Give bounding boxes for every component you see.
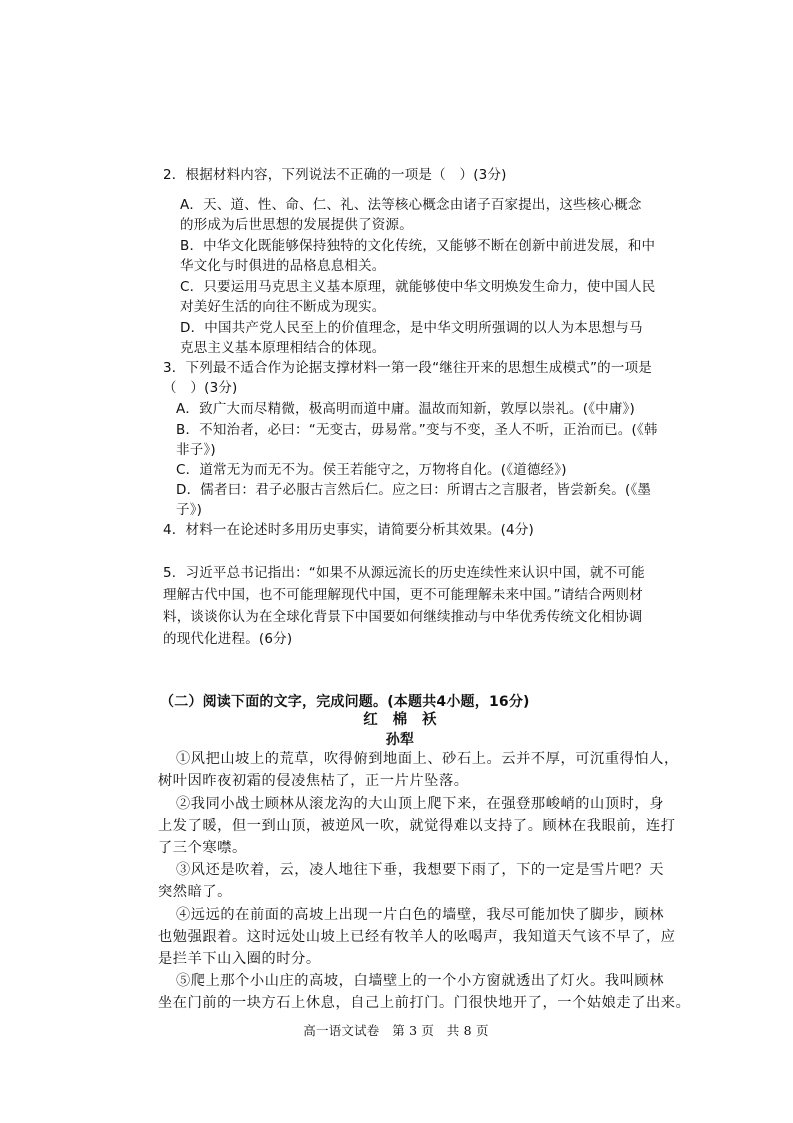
q2-option-b-line2: 华文化与时俱进的品格息息相关。: [180, 258, 386, 274]
section-heading: （二）阅读下面的文字，完成问题。(本题共4小题，16分): [160, 694, 530, 710]
story-p3-line1: ③风还是吹着，云，凌人地往下垂，我想要下雨了，下的一定是雪片吧？天: [176, 862, 664, 878]
q3-option-d-line2: 子》): [176, 502, 203, 518]
q2-option-a-line2: 的形成为后世思想的发展提供了资源。: [180, 217, 413, 233]
story-p2-line2: 上发了暖，但一到山顶，被逆风一吹，就觉得难以支持了。顾林在我眼前，连打: [158, 818, 676, 834]
q2-stem: 2．根据材料内容，下列说法不正确的一项是（ ）(3分): [163, 167, 507, 183]
story-author: 孙犁: [385, 732, 415, 748]
q3-option-d-line1: D．儒者曰：君子必服古言然后仁。应之曰：所谓古之言服者，皆尝新矣。(《墨: [176, 482, 652, 498]
q3-option-a: A．致广大而尽精微，极高明而道中庸。温故而知新，敦厚以崇礼。(《中庸》): [176, 401, 635, 417]
q2-option-c-line2: 对美好生活的向往不断成为现实。: [180, 299, 386, 315]
story-p5-line1: ⑤爬上那个小山庄的高坡，白墙壁上的一个小方窗就透出了灯火。我叫顾林: [176, 973, 664, 989]
q3-option-b-line1: B．不知治者，必曰：“无变古，毋易常。”变与不变，圣人不听，正治而已。(《韩: [176, 422, 658, 438]
q5-stem-line4: 的现代化进程。(6分): [163, 631, 293, 647]
q2-option-d-line1: D．中国共产党人民至上的价值理念，是中华文明所强调的以人为本思想与马: [180, 320, 643, 336]
q2-option-c-line1: C．只要运用马克思主义基本原理，就能够使中华文明焕发生命力，使中国人民: [180, 279, 656, 295]
q5-stem-line1: 5．习近平总书记指出：“如果不从源远流长的历史连续性来认识中国，就不可能: [163, 565, 645, 581]
story-p3-line2: 突然暗了。: [158, 884, 232, 900]
q2-option-d-line2: 克思主义基本原理相结合的体现。: [180, 340, 386, 356]
story-p4-line2: 也勉强跟着。这时远处山坡上已经有牧羊人的吆喝声，我知道天气该不早了，应: [158, 929, 676, 945]
story-p4-line3: 是拦羊下山入圈的时分。: [158, 951, 321, 967]
story-title: 红 棉 袄: [363, 711, 437, 728]
q5-stem-line2: 理解古代中国，也不可能理解现代中国，更不可能理解未来中国。”请结合两则材: [163, 587, 643, 603]
q2-option-b-line1: B．中华文化既能够保持独特的文化传统，又能够不断在创新中前进发展，和中: [180, 238, 656, 254]
q3-stem-line1: 3．下列最不适合作为论据支撑材料一第一段“继往开来的思想生成模式”的一项是: [163, 360, 652, 376]
q3-stem-line2: （ ）(3分): [163, 380, 238, 396]
q3-option-b-line2: 非子》): [176, 442, 216, 458]
story-p4-line1: ④远远的在前面的高坡上出现一片白色的墙壁，我尽可能加快了脚步，顾林: [176, 907, 664, 923]
story-p1-line2: 树叶因昨夜初霜的侵凌焦枯了，正一片片坠落。: [158, 773, 469, 789]
story-p2-line3: 了三个寒噤。: [158, 840, 247, 856]
page-footer: 高一语文试卷 第 3 页 共 8 页: [303, 1023, 489, 1038]
q3-option-c: C．道常无为而无不为。侯王若能守之，万物将自化。(《道德经》): [176, 462, 567, 478]
q5-stem-line3: 料，谈谈你认为在全球化背景下中国要如何继续推动与中华优秀传统文化相协调: [163, 609, 643, 625]
story-p1-line1: ①风把山坡上的荒草，吹得俯到地面上、砂石上。云并不厚，可沉重得怕人，: [176, 751, 679, 767]
story-p2-line1: ②我同小战士顾林从滚龙沟的大山顶上爬下来，在强登那峻峭的山顶时，身: [176, 796, 664, 812]
q2-option-a-line1: A．天、道、性、命、仁、礼、法等核心概念由诸子百家提出，这些核心概念: [180, 197, 642, 213]
story-p5-line2: 坐在门前的一块方石上休息，自己上前打门。门很快地开了，一个姑娘走了出来。: [158, 995, 691, 1011]
q4-stem: 4．材料一在论述时多用历史事实，请简要分析其效果。(4分): [163, 522, 535, 538]
